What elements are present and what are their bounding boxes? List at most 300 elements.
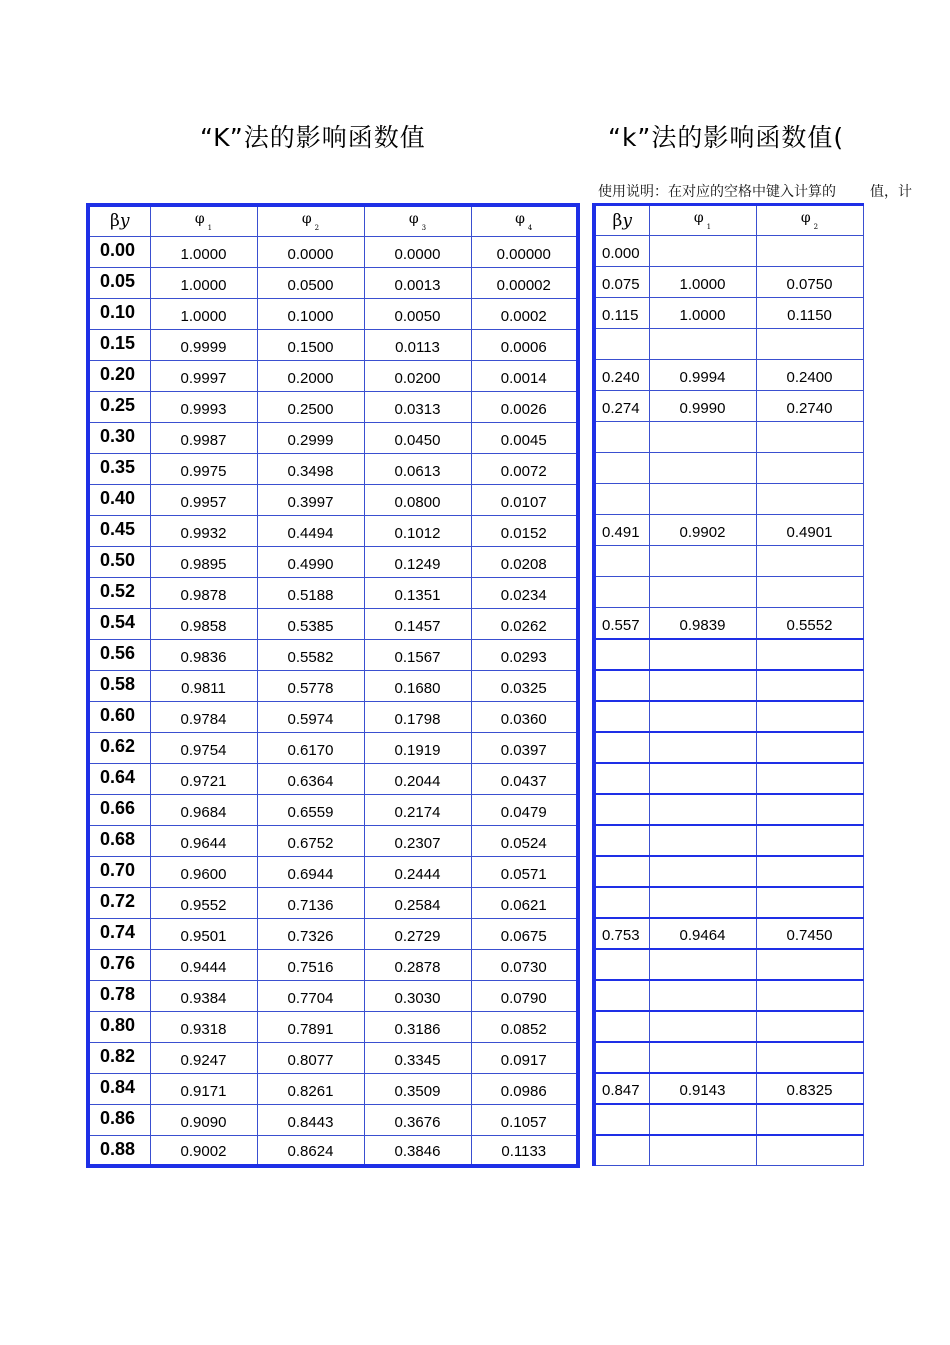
phi-2-cell	[756, 577, 863, 608]
phi-subscript: 4	[527, 223, 533, 232]
phi-1-cell	[649, 732, 756, 763]
phi-1-cell: 0.9878	[150, 577, 257, 608]
table-row	[594, 856, 863, 887]
phi-symbol: φ	[515, 210, 525, 227]
phi-2-cell: 0.3997	[257, 484, 364, 515]
phi-2-cell	[756, 236, 863, 267]
phi-2-cell	[756, 670, 863, 701]
table-row	[594, 515, 863, 546]
phi-4-cell: 0.0006	[471, 329, 578, 360]
phi-3-cell: 0.1680	[364, 670, 471, 701]
phi-2-cell: 0.5582	[257, 639, 364, 670]
phi-1-cell: 0.9784	[150, 701, 257, 732]
phi-3-cell: 0.0450	[364, 422, 471, 453]
phi-3-cell: 0.1457	[364, 608, 471, 639]
phi-1-cell: 0.9993	[150, 391, 257, 422]
phi-4-cell: 0.0152	[471, 515, 578, 546]
phi-4-cell: 0.0397	[471, 732, 578, 763]
phi-1-cell: 1.0000	[150, 267, 257, 298]
phi-4-cell: 0.0234	[471, 577, 578, 608]
phi-4-cell: 0.00002	[471, 267, 578, 298]
phi-2-cell	[756, 949, 863, 980]
table-row	[594, 267, 863, 298]
phi-1-cell	[649, 484, 756, 515]
phi-3-cell: 0.2878	[364, 949, 471, 980]
table-row	[88, 577, 578, 608]
table-row	[594, 887, 863, 918]
table-row	[594, 329, 863, 360]
table-row	[594, 1104, 863, 1135]
phi-1-cell: 0.9644	[150, 825, 257, 856]
beta-y-cell: 0.50	[88, 546, 150, 577]
phi-1-cell: 1.0000	[150, 236, 257, 267]
phi-4-cell: 0.0014	[471, 360, 578, 391]
phi-subscript: 1	[706, 223, 712, 231]
phi-3-cell: 0.3676	[364, 1104, 471, 1135]
phi-2-cell	[756, 422, 863, 453]
beta-y-input-cell[interactable]	[594, 949, 649, 980]
k-influence-table	[86, 203, 580, 1168]
phi-4-cell: 0.0072	[471, 453, 578, 484]
phi-2-cell: 0.6752	[257, 825, 364, 856]
table-row	[88, 484, 578, 515]
phi-2-cell	[756, 763, 863, 794]
beta-y-input-cell[interactable]	[594, 887, 649, 918]
phi-4-cell: 0.0325	[471, 670, 578, 701]
beta-y-input-cell[interactable]	[594, 825, 649, 856]
phi-2-cell: 0.1000	[257, 298, 364, 329]
table-row	[88, 298, 578, 329]
table-row	[594, 453, 863, 484]
phi-2-cell: 0.4494	[257, 515, 364, 546]
phi-3-cell: 0.2174	[364, 794, 471, 825]
phi-1-cell: 0.9902	[649, 515, 756, 546]
table-row	[594, 732, 863, 763]
beta-y-input-cell[interactable]	[594, 763, 649, 794]
phi-1-cell: 0.9997	[150, 360, 257, 391]
phi-2-cell	[756, 856, 863, 887]
table-row	[88, 608, 578, 639]
beta-y-cell: 0.88	[88, 1135, 150, 1166]
phi-2-cell: 0.2740	[756, 391, 863, 422]
table-row	[594, 484, 863, 515]
phi-1-cell: 0.9994	[649, 360, 756, 391]
phi-3-cell: 0.1798	[364, 701, 471, 732]
phi-1-cell: 0.9444	[150, 949, 257, 980]
phi-1-cell	[649, 1104, 756, 1135]
phi-4-cell: 0.00000	[471, 236, 578, 267]
phi-1-cell: 1.0000	[150, 298, 257, 329]
phi-1-cell: 0.9975	[150, 453, 257, 484]
beta-y-input-cell[interactable]	[594, 1104, 649, 1135]
beta-y-input-cell[interactable]	[594, 856, 649, 887]
phi-3-cell: 0.1012	[364, 515, 471, 546]
phi-1-cell: 0.9684	[150, 794, 257, 825]
table-row	[594, 422, 863, 453]
beta-y-input-cell[interactable]	[594, 732, 649, 763]
phi-3-cell: 0.3345	[364, 1042, 471, 1073]
phi-4-cell: 0.0571	[471, 856, 578, 887]
phi-symbol: φ	[301, 210, 312, 227]
phi-1-cell: 0.9932	[150, 515, 257, 546]
header-phi-4	[471, 205, 578, 236]
beta-y-cell: 0.62	[88, 732, 150, 763]
table-row	[594, 1073, 863, 1104]
phi-2-cell: 0.5188	[257, 577, 364, 608]
table-row	[88, 980, 578, 1011]
phi-1-cell: 0.9811	[150, 670, 257, 701]
phi-1-cell	[649, 577, 756, 608]
phi-subscript: 3	[421, 223, 427, 232]
phi-1-cell: 0.9721	[150, 763, 257, 794]
beta-y-input-cell[interactable]: 0.115	[594, 298, 649, 329]
beta-y-input-cell[interactable]	[594, 422, 649, 453]
table-row	[594, 360, 863, 391]
phi-1-cell: 0.9247	[150, 1042, 257, 1073]
beta-y-input-cell[interactable]	[594, 670, 649, 701]
header-phi-1	[150, 205, 257, 236]
phi-2-cell: 0.4901	[756, 515, 863, 546]
phi-4-cell: 0.0621	[471, 887, 578, 918]
table-row	[594, 825, 863, 856]
table-row	[88, 794, 578, 825]
phi-4-cell: 0.0107	[471, 484, 578, 515]
phi-3-cell: 0.0313	[364, 391, 471, 422]
beta-y-cell: 0.05	[88, 267, 150, 298]
phi-1-cell: 0.9384	[150, 980, 257, 1011]
phi-2-cell: 0.0750	[756, 267, 863, 298]
phi-2-cell	[756, 1135, 863, 1166]
table-row	[88, 670, 578, 701]
phi-3-cell: 0.1249	[364, 546, 471, 577]
beta-y-cell: 0.25	[88, 391, 150, 422]
phi-1-cell: 0.9143	[649, 1073, 756, 1104]
table-row	[594, 763, 863, 794]
beta-y-input-cell[interactable]: 0.075	[594, 267, 649, 298]
beta-y-cell: 0.00	[88, 236, 150, 267]
beta-y-cell: 0.35	[88, 453, 150, 484]
phi-1-cell	[649, 794, 756, 825]
beta-y-input-cell[interactable]: 0.753	[594, 918, 649, 949]
table-row	[594, 639, 863, 670]
phi-4-cell: 0.0790	[471, 980, 578, 1011]
phi-3-cell: 0.2044	[364, 763, 471, 794]
phi-3-cell: 0.3509	[364, 1073, 471, 1104]
table-row	[88, 887, 578, 918]
phi-4-cell: 0.1057	[471, 1104, 578, 1135]
beta-y-cell: 0.45	[88, 515, 150, 546]
table-row	[88, 422, 578, 453]
phi-1-cell: 0.9754	[150, 732, 257, 763]
beta-y-input-cell[interactable]: 0.274	[594, 391, 649, 422]
y-symbol: y	[622, 210, 632, 231]
table-row	[88, 267, 578, 298]
table-row	[88, 949, 578, 980]
phi-3-cell: 0.2729	[364, 918, 471, 949]
phi-2-cell	[756, 484, 863, 515]
phi-4-cell: 0.0479	[471, 794, 578, 825]
beta-y-cell: 0.82	[88, 1042, 150, 1073]
phi-1-cell: 0.9895	[150, 546, 257, 577]
beta-y-cell: 0.54	[88, 608, 150, 639]
header-phi-3	[364, 205, 471, 236]
phi-2-cell	[756, 453, 863, 484]
beta-y-input-cell[interactable]	[594, 1135, 649, 1166]
header-phi-2	[257, 205, 364, 236]
phi-4-cell: 0.1133	[471, 1135, 578, 1166]
phi-1-cell: 0.9839	[649, 608, 756, 639]
phi-1-cell: 0.9501	[150, 918, 257, 949]
phi-4-cell: 0.0293	[471, 639, 578, 670]
table-row	[88, 732, 578, 763]
beta-symbol: β	[612, 210, 623, 231]
phi-1-cell: 0.9999	[150, 329, 257, 360]
phi-2-cell	[756, 701, 863, 732]
beta-y-cell: 0.68	[88, 825, 150, 856]
table-row	[594, 298, 863, 329]
phi-2-cell: 0.5385	[257, 608, 364, 639]
phi-1-cell: 1.0000	[649, 267, 756, 298]
phi-2-cell: 0.7136	[257, 887, 364, 918]
phi-2-cell: 0.8261	[257, 1073, 364, 1104]
phi-1-cell	[649, 701, 756, 732]
phi-2-cell	[756, 1042, 863, 1073]
phi-subscript: 1	[207, 223, 213, 232]
phi-1-cell	[649, 329, 756, 360]
table-row	[88, 639, 578, 670]
phi-2-cell	[756, 980, 863, 1011]
table-row	[88, 515, 578, 546]
phi-2-cell: 0.8077	[257, 1042, 364, 1073]
table-row	[594, 1042, 863, 1073]
phi-symbol: φ	[408, 210, 419, 227]
phi-2-cell: 0.7704	[257, 980, 364, 1011]
phi-1-cell: 0.9957	[150, 484, 257, 515]
beta-y-cell: 0.72	[88, 887, 150, 918]
beta-y-input-cell[interactable]	[594, 794, 649, 825]
beta-y-input-cell[interactable]	[594, 329, 649, 360]
phi-2-cell: 0.5974	[257, 701, 364, 732]
phi-1-cell	[649, 1135, 756, 1166]
beta-y-input-cell[interactable]: 0.557	[594, 608, 649, 639]
table-row	[594, 1011, 863, 1042]
beta-y-input-cell[interactable]: 0.000	[594, 236, 649, 267]
beta-y-input-cell[interactable]	[594, 484, 649, 515]
phi-4-cell: 0.0986	[471, 1073, 578, 1104]
phi-2-cell: 0.7326	[257, 918, 364, 949]
phi-1-cell: 0.9836	[150, 639, 257, 670]
phi-2-cell	[756, 546, 863, 577]
beta-y-input-cell[interactable]	[594, 1042, 649, 1073]
phi-3-cell: 0.1567	[364, 639, 471, 670]
phi-4-cell: 0.0208	[471, 546, 578, 577]
table-row	[88, 546, 578, 577]
phi-2-cell: 0.6364	[257, 763, 364, 794]
phi-3-cell: 0.0113	[364, 329, 471, 360]
phi-1-cell	[649, 856, 756, 887]
beta-y-cell: 0.80	[88, 1011, 150, 1042]
header-phi-1	[649, 205, 756, 236]
table-row	[88, 1073, 578, 1104]
beta-y-cell: 0.10	[88, 298, 150, 329]
table-row	[594, 794, 863, 825]
phi-4-cell: 0.0002	[471, 298, 578, 329]
phi-2-cell: 0.8443	[257, 1104, 364, 1135]
beta-y-input-cell[interactable]: 0.240	[594, 360, 649, 391]
beta-y-cell: 0.30	[88, 422, 150, 453]
beta-y-cell: 0.78	[88, 980, 150, 1011]
table-row	[88, 1104, 578, 1135]
beta-y-cell: 0.60	[88, 701, 150, 732]
usage-note	[598, 181, 912, 201]
phi-2-cell	[756, 825, 863, 856]
y-symbol: y	[119, 211, 130, 232]
phi-1-cell: 0.9090	[150, 1104, 257, 1135]
phi-3-cell: 0.1351	[364, 577, 471, 608]
beta-y-cell: 0.56	[88, 639, 150, 670]
phi-4-cell: 0.0524	[471, 825, 578, 856]
header-row	[88, 205, 578, 236]
phi-subscript: 2	[314, 223, 320, 232]
phi-2-cell: 0.6559	[257, 794, 364, 825]
phi-subscript: 2	[813, 223, 819, 231]
table-row	[594, 577, 863, 608]
table-row	[88, 360, 578, 391]
beta-y-cell: 0.52	[88, 577, 150, 608]
table-row	[88, 825, 578, 856]
phi-2-cell: 0.7891	[257, 1011, 364, 1042]
table-row	[88, 701, 578, 732]
phi-1-cell	[649, 639, 756, 670]
table-row	[594, 608, 863, 639]
phi-3-cell: 0.0013	[364, 267, 471, 298]
beta-y-input-cell[interactable]	[594, 980, 649, 1011]
beta-y-cell: 0.64	[88, 763, 150, 794]
table-row	[88, 453, 578, 484]
beta-y-cell: 0.20	[88, 360, 150, 391]
beta-y-cell: 0.86	[88, 1104, 150, 1135]
table-row	[594, 236, 863, 267]
phi-4-cell: 0.0360	[471, 701, 578, 732]
phi-2-cell: 0.8325	[756, 1073, 863, 1104]
table-row	[594, 949, 863, 980]
beta-y-input-cell[interactable]	[594, 546, 649, 577]
phi-1-cell: 0.9858	[150, 608, 257, 639]
phi-3-cell: 0.1919	[364, 732, 471, 763]
phi-1-cell	[649, 1011, 756, 1042]
phi-1-cell	[649, 887, 756, 918]
table-row	[88, 1042, 578, 1073]
header-beta-y	[88, 205, 150, 236]
phi-4-cell: 0.0045	[471, 422, 578, 453]
phi-3-cell: 0.0613	[364, 453, 471, 484]
beta-y-input-cell[interactable]	[594, 577, 649, 608]
title-k-lower-method: “k”法的影响函数值(	[608, 123, 845, 152]
beta-y-cell: 0.70	[88, 856, 150, 887]
beta-y-input-cell[interactable]: 0.847	[594, 1073, 649, 1104]
phi-1-cell	[649, 825, 756, 856]
phi-4-cell: 0.0437	[471, 763, 578, 794]
phi-2-cell: 0.2999	[257, 422, 364, 453]
phi-1-cell: 1.0000	[649, 298, 756, 329]
phi-4-cell: 0.0917	[471, 1042, 578, 1073]
phi-4-cell: 0.0262	[471, 608, 578, 639]
phi-2-cell	[756, 887, 863, 918]
beta-y-cell: 0.58	[88, 670, 150, 701]
usage-note-part1: 使用说明：在对应的空格中键入计算的	[598, 184, 836, 200]
header-row	[594, 205, 863, 236]
phi-1-cell: 0.9002	[150, 1135, 257, 1166]
phi-3-cell: 0.3186	[364, 1011, 471, 1042]
k-lower-influence-table	[592, 203, 864, 1166]
table-row	[88, 236, 578, 267]
table-row	[88, 856, 578, 887]
phi-symbol: φ	[693, 210, 704, 226]
phi-4-cell: 0.0675	[471, 918, 578, 949]
phi-1-cell	[649, 236, 756, 267]
header-phi-2	[756, 205, 863, 236]
phi-3-cell: 0.0800	[364, 484, 471, 515]
phi-2-cell: 0.7450	[756, 918, 863, 949]
phi-4-cell: 0.0730	[471, 949, 578, 980]
phi-1-cell	[649, 763, 756, 794]
phi-3-cell: 0.0050	[364, 298, 471, 329]
phi-3-cell: 0.2307	[364, 825, 471, 856]
phi-2-cell: 0.6170	[257, 732, 364, 763]
phi-3-cell: 0.2584	[364, 887, 471, 918]
table-row	[88, 329, 578, 360]
phi-1-cell	[649, 546, 756, 577]
phi-2-cell: 0.4990	[257, 546, 364, 577]
beta-y-cell: 0.66	[88, 794, 150, 825]
phi-1-cell: 0.9600	[150, 856, 257, 887]
beta-y-input-cell[interactable]	[594, 1011, 649, 1042]
phi-1-cell	[649, 422, 756, 453]
phi-1-cell	[649, 453, 756, 484]
phi-2-cell: 0.2000	[257, 360, 364, 391]
beta-y-input-cell[interactable]	[594, 639, 649, 670]
table-row	[88, 918, 578, 949]
phi-2-cell: 0.0000	[257, 236, 364, 267]
phi-1-cell: 0.9464	[649, 918, 756, 949]
table-row	[594, 546, 863, 577]
table-row	[88, 391, 578, 422]
phi-symbol: φ	[194, 210, 205, 227]
table-row	[88, 1011, 578, 1042]
phi-2-cell: 0.3498	[257, 453, 364, 484]
table-row	[594, 980, 863, 1011]
table-row	[594, 1135, 863, 1166]
phi-3-cell: 0.3846	[364, 1135, 471, 1166]
beta-y-input-cell[interactable]: 0.491	[594, 515, 649, 546]
phi-2-cell: 0.1500	[257, 329, 364, 360]
phi-1-cell	[649, 949, 756, 980]
table-row	[88, 1135, 578, 1166]
phi-4-cell: 0.0852	[471, 1011, 578, 1042]
beta-y-input-cell[interactable]	[594, 701, 649, 732]
table-row	[88, 763, 578, 794]
phi-2-cell	[756, 1011, 863, 1042]
phi-3-cell: 0.3030	[364, 980, 471, 1011]
beta-y-cell: 0.40	[88, 484, 150, 515]
beta-y-cell: 0.74	[88, 918, 150, 949]
phi-3-cell: 0.0200	[364, 360, 471, 391]
beta-y-input-cell[interactable]	[594, 453, 649, 484]
phi-1-cell	[649, 670, 756, 701]
table-row	[594, 670, 863, 701]
beta-y-cell: 0.76	[88, 949, 150, 980]
phi-2-cell	[756, 329, 863, 360]
